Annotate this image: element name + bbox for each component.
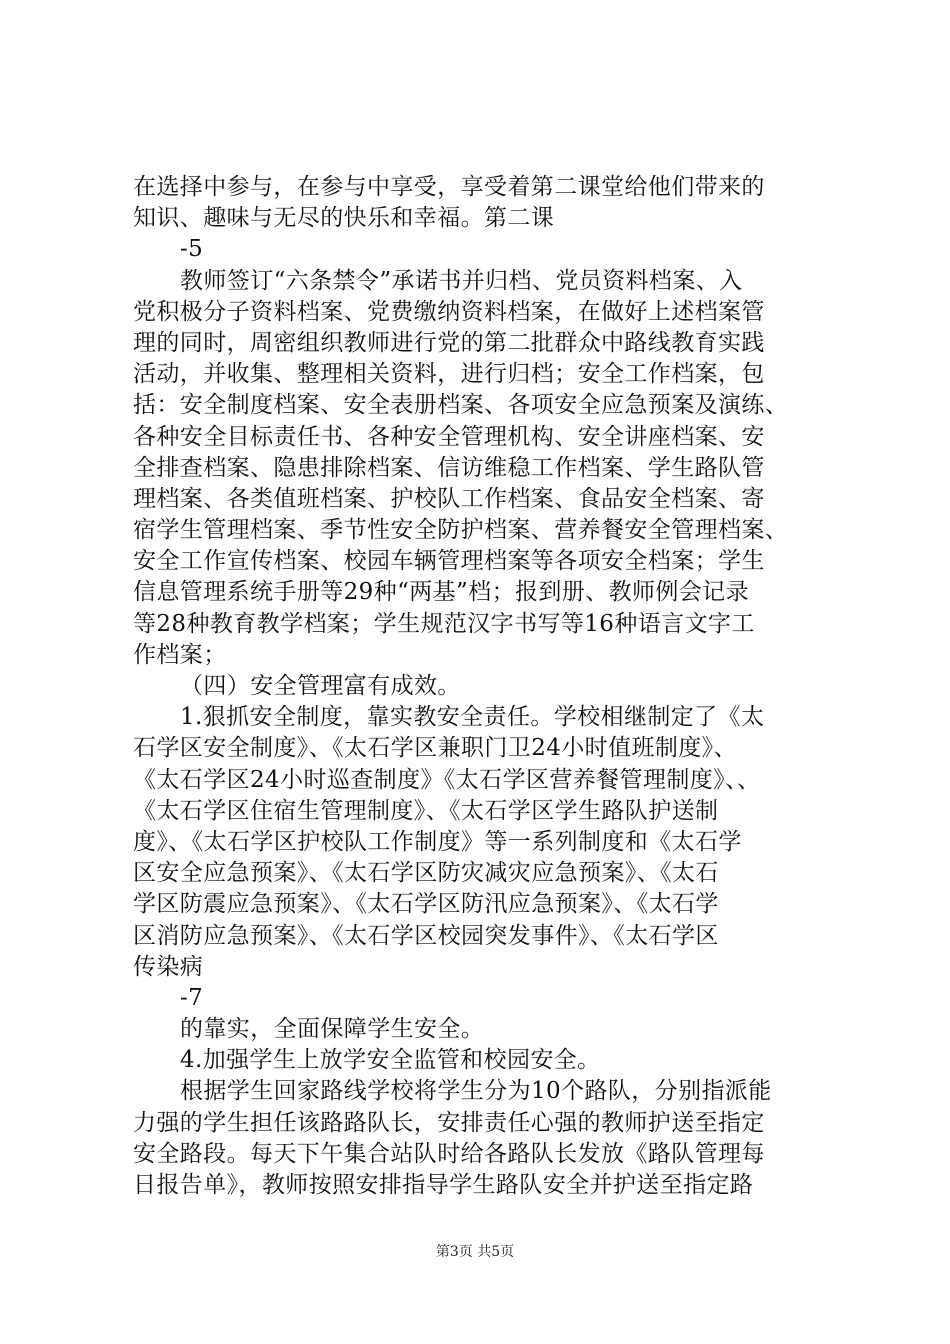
text-line: 的靠实，全面保障学生安全。 (180, 1016, 485, 1043)
text-line: 括：安全制度档案、安全表册档案、各项安全应急预案及演练、 (133, 392, 789, 419)
text-line: 在选择中参与，在参与中享受，享受着第二课堂给他们带来的 (133, 174, 765, 200)
text-line: 石学区安全制度》、《太石学区兼职门卫24小时值班制度》、 (133, 735, 737, 762)
text-line: 理的同时，周密组织教师进行党的第二批群众中路线教育实践 (133, 329, 765, 356)
text-line: 知识、趣味与无尽的快乐和幸福。第二课 (133, 205, 555, 232)
text-line: 安全路段。每天下午集合站队时给各路队长发放《路队管理每 (133, 1140, 765, 1167)
text-line: 信息管理系统手册等29种“两基”档；报到册、教师例会记录 (133, 579, 749, 606)
text-line: 教师签订“六条禁令”承诺书并归档、党员资料档案、入 (180, 267, 743, 294)
text-line: 作档案； (133, 641, 227, 668)
text-line: 等28种教育教学档案；学生规范汉字书写等16种语言文字工 (133, 610, 755, 637)
text-line: 传染病 (133, 953, 204, 980)
page-footer: 第3页 共5页 (435, 1244, 515, 1260)
text-line: 度》、《太石学区护校队工作制度》等一系列制度和《太石学 (133, 828, 742, 855)
text-line: -5 (180, 236, 204, 263)
text-line: 区安全应急预案》、《太石学区防灾减灾应急预案》、《太石 (133, 860, 719, 887)
text-line: 1.狠抓安全制度，靠实教安全责任。学校相继制定了《太 (180, 704, 765, 731)
text-line: 安全工作宣传档案、校园车辆管理档案等各项安全档案；学生 (133, 548, 765, 575)
text-line: 《太石学区24小时巡查制度》《太石学区营养餐管理制度》、、 (133, 766, 761, 793)
text-line: 学区防震应急预案》、《太石学区防汛应急预案》、《太石学 (133, 891, 719, 918)
text-line: 全排查档案、隐患排除档案、信访维稳工作档案、学生路队管 (133, 454, 765, 481)
text-line: 力强的学生担任该路路队长，安排责任心强的教师护送至指定 (133, 1109, 765, 1136)
text-line: 活动，并收集、整理相关资料，进行归档；安全工作档案，包 (133, 361, 765, 388)
text-line: 理档案、各类值班档案、护校队工作档案、食品安全档案、寄 (133, 485, 765, 512)
text-line: 日报告单》，教师按照安排指导学生路队安全并护送至指定路 (133, 1172, 754, 1198)
text-line: 区消防应急预案》、《太石学区校园突发事件》、《太石学区 (133, 922, 719, 949)
text-line: 《太石学区住宿生管理制度》、《太石学区学生路队护送制 (133, 797, 719, 824)
text-line: （四）安全管理富有成效。 (180, 673, 461, 699)
text-line: 各种安全目标责任书、各种安全管理机构、安全讲座档案、安 (133, 423, 765, 450)
text-line: 宿学生管理档案、季节性安全防护档案、营养餐安全管理档案、 (133, 517, 789, 544)
text-line: 4.加强学生上放学安全监管和校园安全。 (180, 1047, 601, 1074)
document-body (133, 172, 833, 1201)
text-line: 根据学生回家路线学校将学生分为10个路队，分别指派能 (180, 1078, 772, 1105)
text-line: 党积极分子资料档案、党费缴纳资料档案，在做好上述档案管 (133, 298, 765, 325)
text-line: -7 (180, 984, 204, 1011)
